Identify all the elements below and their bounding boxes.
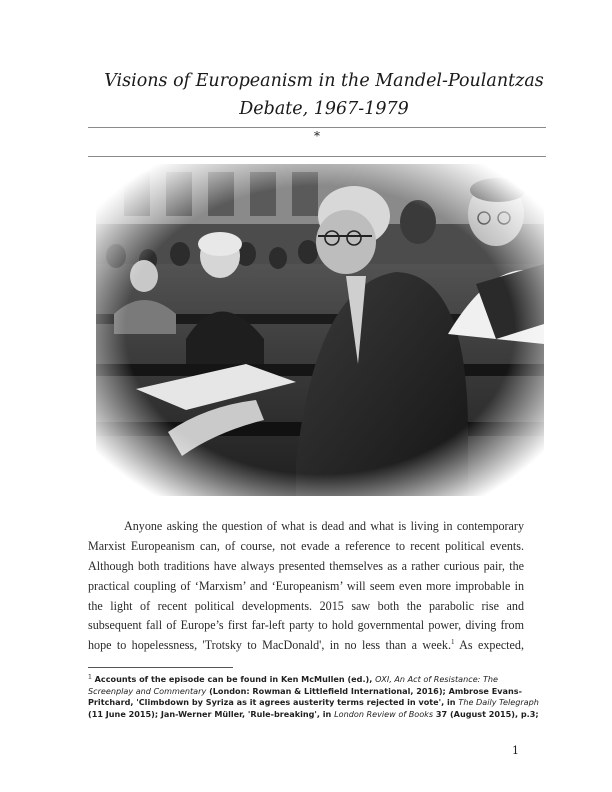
body-line-last: [88, 636, 524, 656]
footnote-title: London Review of Books: [334, 708, 434, 719]
document-title-line-1: Visions of Europeanism in the Mandel-Poulantzas: [104, 71, 544, 91]
lecture-hall-photo: [96, 164, 544, 496]
footnote-rule: [88, 667, 233, 668]
body-line: Anyone asking the question of what is dead and what is living in contemporary: [124, 519, 524, 533]
body-line: the light of recent political developments. 2015 saw both the parabolic rise and: [88, 598, 524, 613]
body-line: Although both traditions have always presented themselves as a rather curious pair, the: [88, 558, 524, 573]
body-line-text: hope to hopelessness, 'Trotsky to MacDonald', in no less than a week.: [88, 638, 451, 653]
footnote-reference[interactable]: 1: [450, 638, 455, 647]
footnote-text: Pritchard, 'Climbdown by Syriza as it agrees austerity terms rejected in vote', in: [88, 697, 459, 708]
footnote-title: Screenplay and Commentary: [88, 685, 207, 696]
footnote-text: (London: Rowman & Littlefield International, 2016); Ambrose Evans-: [206, 685, 522, 696]
document-title-line-2: Debate, 1967-1979: [239, 99, 409, 119]
body-line: Marxist Europeanism can, of course, not evade a reference to recent political events.: [88, 538, 524, 553]
body-paragraph: [88, 517, 524, 656]
footnote-title: OXI, An Act of Resistance: The: [375, 674, 499, 684]
footnote-text: 37 (August 2015), p.3;: [433, 708, 539, 719]
footnote-text: Accounts of the episode can be found in Ken McMullen (ed.),: [91, 674, 376, 684]
footnote: [88, 673, 539, 720]
footnote-line: [88, 686, 520, 698]
footnote-line: [88, 697, 539, 709]
page-number: 1: [512, 744, 519, 757]
body-line: subsequent fall of Europe’s first far-left party to hold governmental power, diving from: [88, 618, 524, 633]
footnote-line: [88, 674, 520, 686]
title-rule-bottom: [88, 156, 546, 157]
footnote-title: The Daily Telegraph: [458, 697, 539, 708]
section-separator: *: [314, 129, 320, 143]
body-line-tail: As expected,: [454, 638, 524, 653]
footnote-line: [88, 708, 539, 721]
body-line: practical coupling of ‘Marxism’ and ‘Europeanism’ will seem even more improbable in: [88, 578, 524, 593]
footnote-text: (11 June 2015); Jan-Werner Müller, 'Rule-breaking', in: [88, 708, 335, 719]
footnote-number: 1: [88, 673, 92, 681]
